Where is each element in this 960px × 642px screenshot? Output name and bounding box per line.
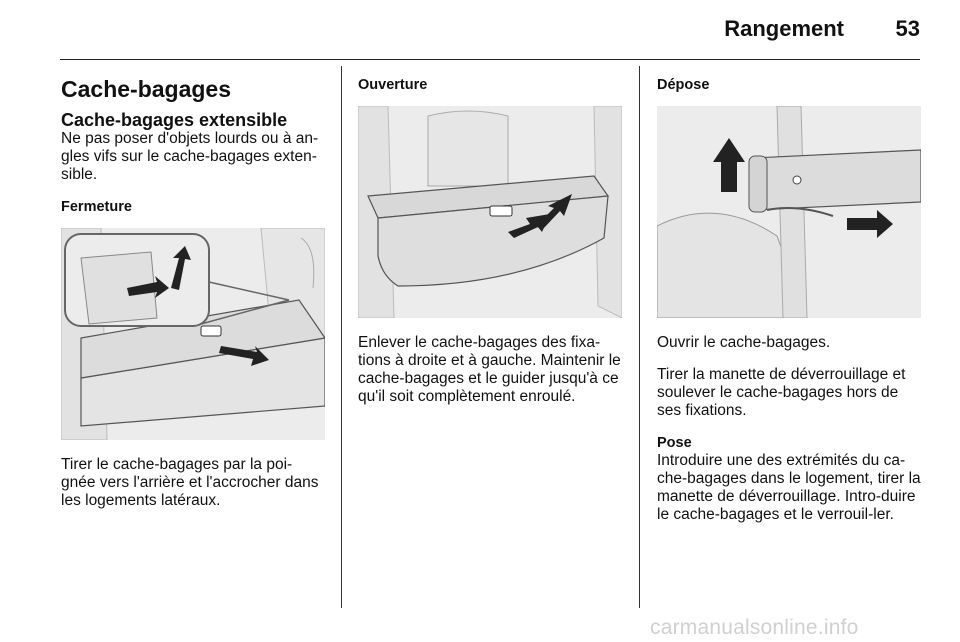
column-ouverture — [358, 76, 624, 406]
column-depose — [657, 76, 923, 524]
ouverture-heading: Ouverture — [358, 77, 428, 93]
fermeture-illustration — [61, 228, 325, 440]
column-fermeture — [61, 76, 326, 510]
depose-step-1: Ouvrir le cache-bagages. — [657, 334, 831, 351]
fermeture-caption: Tirer le cache-bagages par la poi-gnée vers l'arrière et l'accrocher dans les logements latéraux. — [61, 456, 319, 509]
section-title: Cache-bagages — [61, 76, 232, 102]
pose-text: Introduire une des extrémités du ca-che-bagages dans le logement, tirer la manette de déverrouillage. Intro-duire le cache-bagages et le verrouil-ler. — [657, 452, 921, 523]
page-header — [0, 0, 960, 62]
header-divider — [60, 59, 920, 60]
page-title: Rangement — [724, 16, 844, 41]
intro-text: Ne pas poser d'objets lourds ou à an-gles vifs sur le cache-bagages exten-sible. — [61, 130, 319, 183]
ouverture-caption: Enlever le cache-bagages des fixa-tions à droite et à gauche. Maintenir le cache-bagages et le guider jusqu'à ce qu'il soit complètement enroulé. — [358, 334, 621, 405]
depose-step-2: Tirer la manette de déverrouillage et soulever le cache-bagages hors de ses fixations. — [657, 366, 906, 419]
ouverture-illustration — [358, 106, 622, 318]
page-number: 53 — [895, 16, 920, 41]
fermeture-heading: Fermeture — [61, 199, 132, 215]
column-divider-1 — [341, 66, 342, 608]
depose-heading: Dépose — [657, 77, 710, 93]
subsection-title: Cache-bagages extensible — [61, 110, 288, 130]
pose-heading: Pose — [657, 435, 692, 451]
depose-illustration — [657, 106, 921, 318]
column-divider-2 — [639, 66, 640, 608]
watermark: carmanualsonline.info — [650, 616, 859, 639]
